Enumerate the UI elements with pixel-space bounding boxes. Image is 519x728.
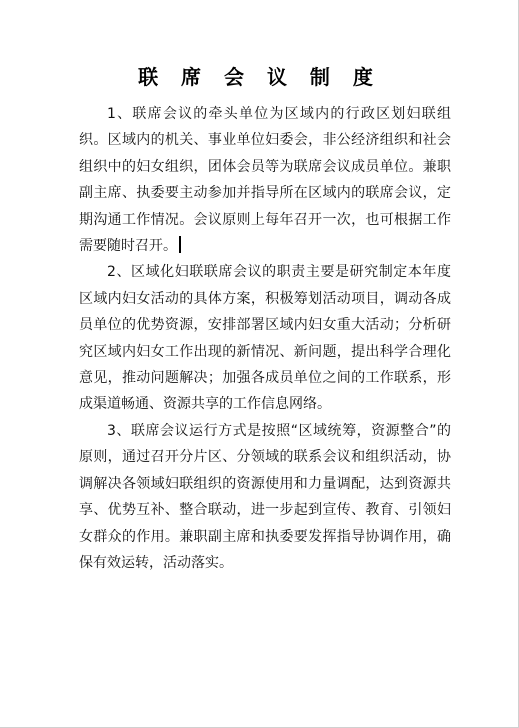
document-body[interactable] <box>79 101 451 576</box>
paragraph-2: 2、区域化妇联联席会议的职责主要是研究制定本年度区域内妇女活动的具体方案，积极筹划活动项目，调动各成员单位的优势资源，安排部署区域内妇女重大活动；分析研究区域内妇女工作出现的新情况、新问题，提出科学合理化意见，推动问题解决；加强各成员单位之间的工作联系，形成渠道畅通、资源共享的工作信息网络。 <box>79 264 451 413</box>
text-cursor <box>179 236 181 253</box>
paragraph-1 <box>79 101 451 259</box>
document-title: 联 席 会 议 制 度 <box>138 65 381 89</box>
paragraph-1-text: 1、联席会议的牵头单位为区域内的行政区划妇联组织。区域内的机关、事业单位妇委会，非公经济组织和社会组织中的妇女组织，团体会员等为联席会议成员单位。兼职副主席、执委要主动参加并指导所在区域内的联席会议，定期沟通工作情况。会议原则上每年召开一次，也可根据工作需要随时召开。 <box>79 106 451 255</box>
paragraph-3: 3、联席会议运行方式是按照“区域统筹，资源整合”的原则，通过召开分片区、分领域的联系会议和组织活动，协调解决各领域妇联组织的资源使用和力量调配，达到资源共享、优势互补、整合联动，进一步起到宣传、教育、引领妇女群众的作用。兼职副主席和执委要发挥指导协调作用，确保有效运转，活动落实。 <box>79 422 451 571</box>
